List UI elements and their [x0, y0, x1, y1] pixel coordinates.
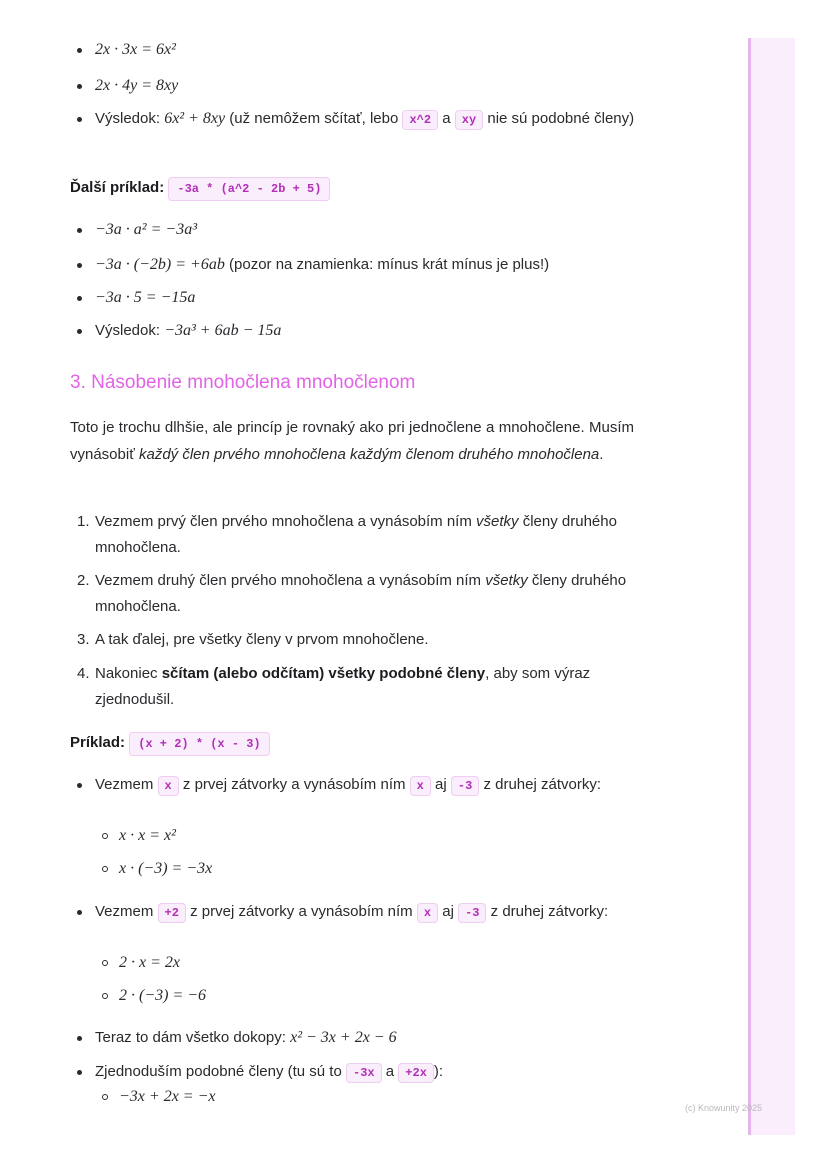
inline-code: x	[410, 776, 431, 796]
text: z prvej zátvorky a vynásobím ním	[185, 903, 417, 920]
step-item: 4. Nakoniec sčítam (alebo odčítam) všetky podobné členy, aby som výraz zjednodušil.	[77, 665, 591, 708]
example-label	[70, 175, 636, 202]
math: x² − 3x + 2x − 6	[290, 1029, 397, 1046]
inline-code: (x + 2) * (x - 3)	[129, 732, 269, 756]
inline-code: -3x	[346, 1063, 382, 1083]
emphasis: každý člen prvého mnohočlena každým členom druhého mnohočlena	[139, 446, 600, 463]
step-item: 3. A tak ďalej, pre všetky členy v prvom mnohočlene.	[77, 631, 429, 648]
math: 2x · 4y = 8xy	[95, 77, 179, 94]
math: 2 · x = 2x	[119, 954, 180, 971]
text: členy druhého mnohočlena.	[95, 572, 627, 615]
label: Príklad:	[70, 734, 126, 751]
text: Toto je trochu dlhšie, ale princíp je rovnaký ako pri jednočlene a mnohočlene. Musím vynásobiť	[70, 419, 634, 463]
inline-code: x	[417, 903, 438, 923]
inline-code: +2x	[398, 1063, 434, 1083]
label: Ďalší príklad:	[70, 179, 165, 196]
section-heading: 3. Násobenie mnohočlena mnohočlenom	[70, 372, 416, 393]
math: 6x² + 8xy	[164, 110, 226, 127]
list-item	[70, 318, 661, 344]
math: x · (−3) = −3x	[119, 860, 213, 877]
sub-list-item	[70, 856, 685, 882]
list-item	[70, 217, 661, 243]
text: a	[438, 110, 455, 127]
math: −3a³ + 6ab − 15a	[164, 322, 282, 339]
emphasis: všetky	[476, 513, 519, 530]
footer-copyright: (c) Knowunity 2025	[685, 1103, 763, 1113]
example-label	[70, 730, 636, 757]
text: (už nemôžem sčítať, lebo	[225, 110, 403, 127]
text: a	[381, 1063, 399, 1080]
text: Nakoniec	[95, 665, 162, 682]
sidebar-strip	[748, 38, 795, 1135]
math: 2x · 3x = 6x²	[95, 41, 176, 58]
text: z prvej zátvorky a vynásobím ním	[178, 776, 410, 793]
inline-code: -3	[451, 776, 479, 796]
text: Teraz to dám všetko dokopy:	[95, 1029, 291, 1046]
math: −3x + 2x = −x	[119, 1088, 216, 1105]
math: −3a · 5 = −15a	[95, 289, 196, 306]
list-item	[70, 106, 661, 133]
text: (pozor na znamienka: mínus krát mínus je plus!)	[224, 256, 550, 273]
sub-list-item	[70, 983, 685, 1009]
list-item	[70, 73, 661, 99]
inline-code: +2	[158, 903, 186, 923]
list-item	[70, 1025, 661, 1051]
text: aj	[438, 903, 459, 920]
text: Vezmem druhý člen prvého mnohočlena a vynásobím ním	[95, 572, 486, 589]
sub-list-item	[70, 950, 685, 976]
inline-code: -3	[458, 903, 486, 923]
text: Výsledok:	[95, 322, 165, 339]
text: členy druhého mnohočlena.	[95, 513, 617, 556]
text: Vezmem	[95, 903, 158, 920]
list-item	[70, 252, 661, 278]
list-item	[70, 1059, 661, 1086]
math: −3a · a² = −3a³	[95, 221, 197, 238]
text: Výsledok:	[95, 110, 165, 127]
text: Vezmem	[95, 776, 158, 793]
text: ):	[433, 1063, 444, 1080]
inline-code: x^2	[402, 110, 438, 130]
text: z druhej zátvorky:	[479, 776, 601, 793]
inline-code: xy	[455, 110, 483, 130]
list-item	[70, 899, 661, 926]
text: nie sú podobné členy)	[483, 110, 635, 127]
inline-code: x	[158, 776, 179, 796]
math: x · x = x²	[119, 827, 176, 844]
math: −3a · (−2b) = +6ab	[95, 256, 225, 273]
text: .	[599, 446, 604, 463]
bold-text: sčítam (alebo odčítam) všetky podobné členy	[161, 665, 486, 682]
text: , aby som výraz zjednodušil.	[95, 665, 591, 708]
text: Zjednoduším podobné členy (tu sú to	[95, 1063, 346, 1080]
step-item: 1. Vezmem prvý člen prvého mnohočlena a vynásobím ním všetky členy druhého mnohočlena.	[77, 513, 617, 556]
paragraph	[70, 414, 634, 468]
list-item	[70, 285, 661, 311]
list-item	[70, 37, 661, 63]
text: aj	[430, 776, 451, 793]
text: A tak ďalej, pre všetky členy v prvom mnohočlene.	[95, 631, 429, 648]
emphasis: všetky	[485, 572, 528, 589]
math: 2 · (−3) = −6	[119, 987, 207, 1004]
inline-code: -3a * (a^2 - 2b + 5)	[168, 177, 330, 201]
step-item: 2. Vezmem druhý člen prvého mnohočlena a vynásobím ním všetky členy druhého mnohočlena.	[77, 572, 627, 615]
sub-list-item	[70, 823, 685, 849]
sub-list-item	[70, 1084, 685, 1110]
text: z druhej zátvorky:	[486, 903, 609, 920]
text: Vezmem prvý člen prvého mnohočlena a vynásobím ním	[95, 513, 477, 530]
list-item	[70, 772, 661, 799]
